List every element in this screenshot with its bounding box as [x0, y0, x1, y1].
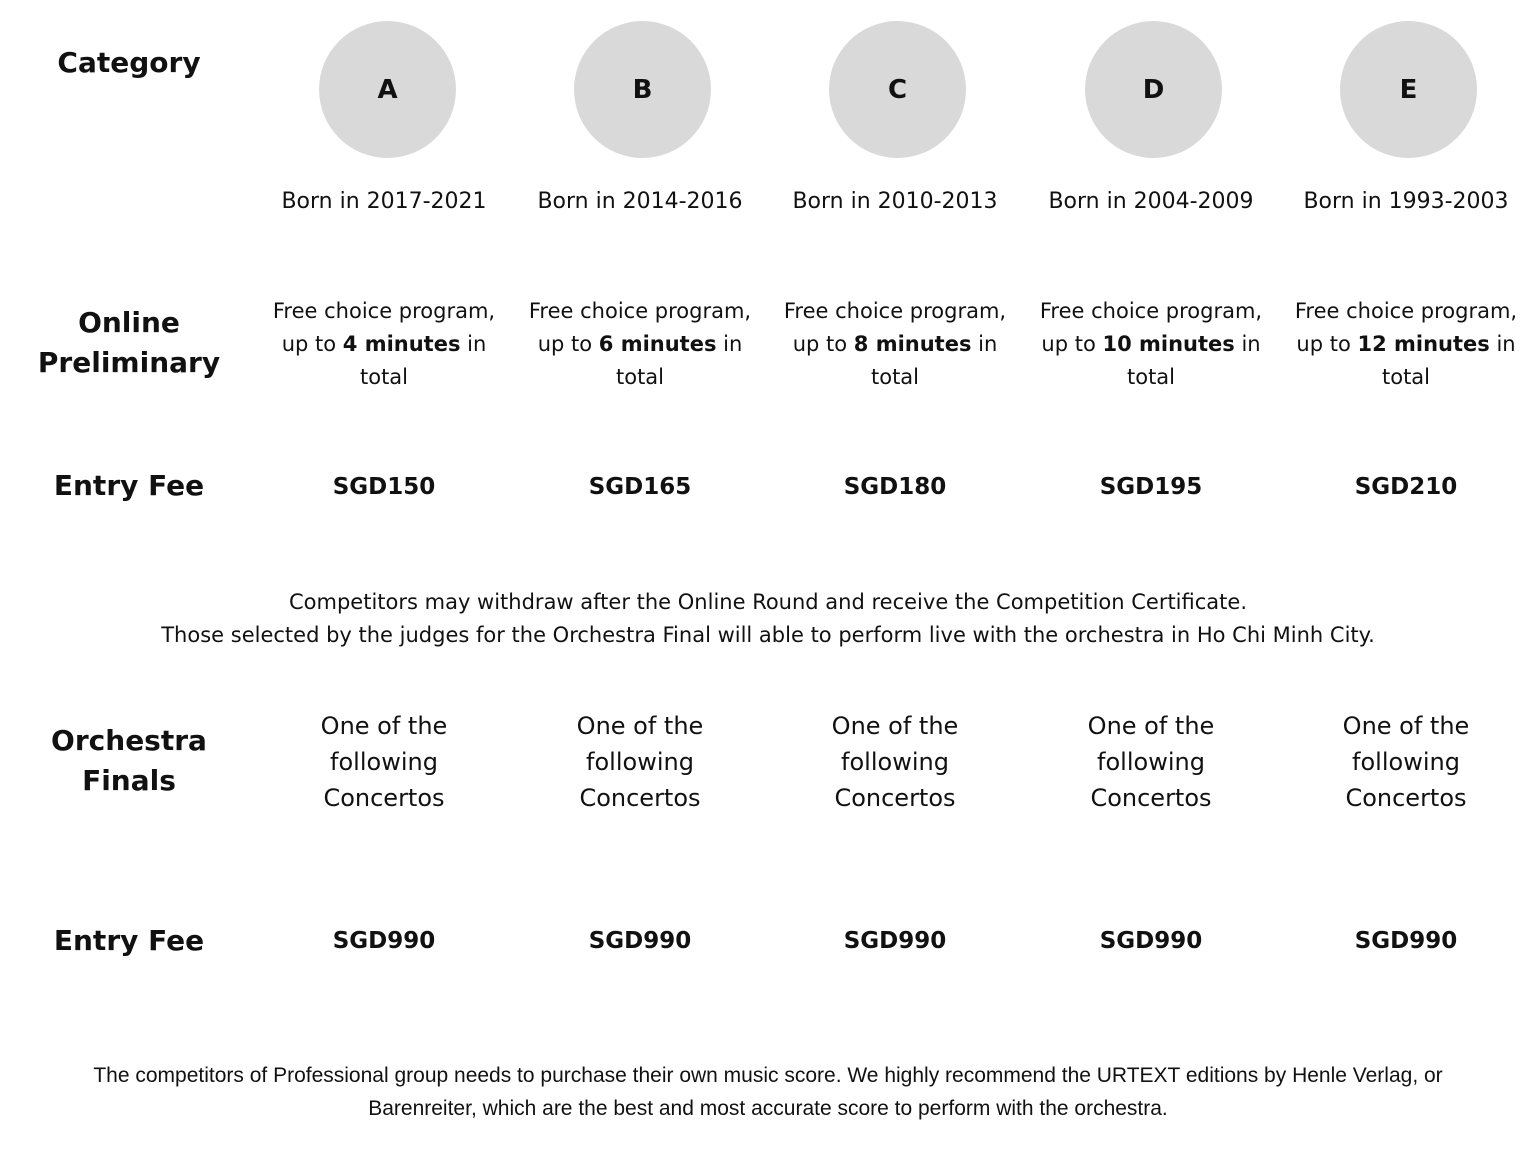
finals-program: One of the following Concertos — [1342, 712, 1470, 812]
withdrawal-note-line-2: Those selected by the judges for the Orchestra Final will able to perform live with the orchestra in Ho Chi Minh City. — [161, 623, 1375, 647]
withdrawal-note — [0, 586, 1536, 652]
online-entry-fee: SGD165 — [588, 474, 692, 500]
finals-entry-fee: SGD990 — [1099, 928, 1203, 954]
finals-program: One of the following Concertos — [831, 712, 959, 812]
finals-entry-fee: SGD990 — [332, 928, 436, 954]
category-badge-a — [319, 21, 456, 158]
preliminary-program: Free choice program, up to 10 minutes in total — [1039, 299, 1263, 389]
birth-range: Born in 2010-2013 — [792, 189, 998, 214]
entry-fee-final-label: Entry Fee — [53, 924, 205, 957]
online-entry-fee: SGD180 — [843, 474, 947, 500]
category-badge-b — [574, 21, 711, 158]
preliminary-program: Free choice program, up to 4 minutes in total — [272, 299, 496, 389]
birth-range: Born in 2004-2009 — [1048, 189, 1254, 214]
category-badge-c — [829, 21, 966, 158]
finals-program: One of the following Concertos — [320, 712, 448, 812]
withdrawal-note-line-1: Competitors may withdraw after the Online Round and receive the Competition Certificate. — [289, 590, 1247, 614]
category-letter: D — [1142, 74, 1165, 105]
category-letter: E — [1399, 74, 1418, 105]
online-preliminary-label: Online Preliminary — [37, 306, 221, 379]
preliminary-program: Free choice program, up to 12 minutes in total — [1294, 299, 1518, 389]
category-letter: B — [632, 74, 653, 105]
birth-range: Born in 2014-2016 — [537, 189, 743, 214]
finals-program: One of the following Concertos — [576, 712, 704, 812]
category-label: Category — [57, 46, 201, 79]
birth-range: Born in 2017-2021 — [281, 189, 487, 214]
online-entry-fee: SGD210 — [1354, 474, 1458, 500]
orchestra-finals-label: Orchestra Finals — [51, 724, 207, 797]
preliminary-program: Free choice program, up to 6 minutes in total — [528, 299, 752, 389]
finals-entry-fee: SGD990 — [1354, 928, 1458, 954]
category-letter: C — [887, 74, 908, 105]
online-entry-fee: SGD195 — [1099, 474, 1203, 500]
finals-program: One of the following Concertos — [1087, 712, 1215, 812]
online-entry-fee: SGD150 — [332, 474, 436, 500]
category-letter: A — [377, 74, 398, 105]
preliminary-program: Free choice program, up to 8 minutes in total — [783, 299, 1007, 389]
finals-entry-fee: SGD990 — [843, 928, 947, 954]
entry-fee-online-label: Entry Fee — [53, 469, 205, 502]
category-badge-d — [1085, 21, 1222, 158]
category-badge-e — [1340, 21, 1477, 158]
score-purchase-note: The competitors of Professional group needs to purchase their own music score. We highly recommend the URTEXT editions by Henle Verlag, or Barenreiter, which are the best and most accurate score to perform with the orchestra. — [93, 1064, 1443, 1120]
finals-entry-fee: SGD990 — [588, 928, 692, 954]
birth-range: Born in 1993-2003 — [1303, 189, 1509, 214]
